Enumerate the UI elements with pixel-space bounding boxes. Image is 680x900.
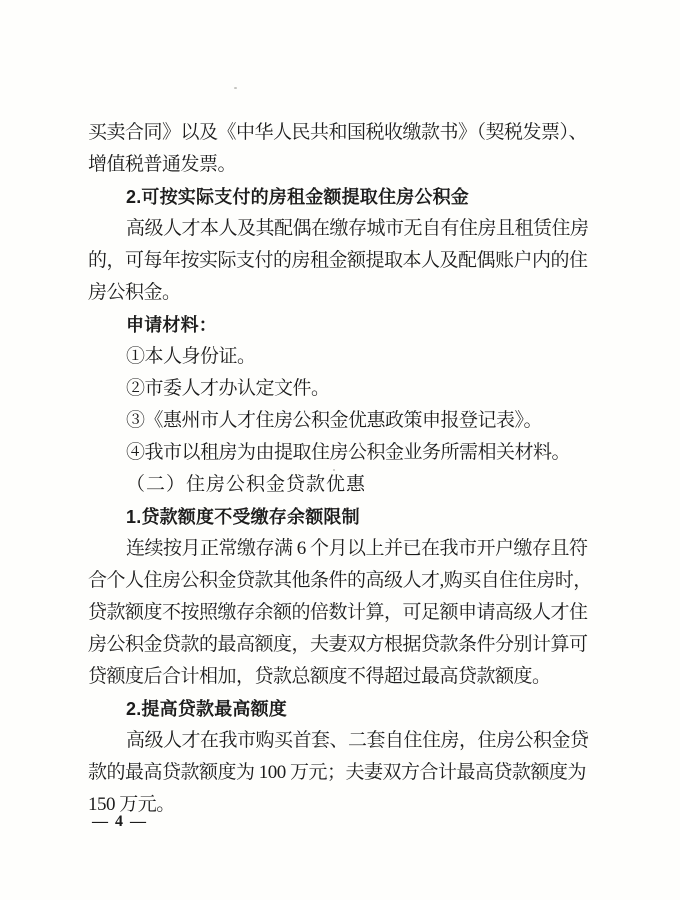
text-line: ③《惠州市人才住房公积金优惠政策申报登记表》。 [126, 410, 543, 431]
scan-artifact-dot [234, 87, 237, 89]
text-line: （二）住房公积金贷款优惠 [126, 474, 367, 495]
text-line: ②市委人才办认定文件。 [126, 378, 330, 399]
text-line: 房公积金。 [88, 282, 181, 303]
document-body [88, 117, 598, 821]
text-line: ④我市以租房为由提取住房公积金业务所需相关材料。 [126, 442, 571, 463]
page-number: — 4 — [92, 813, 148, 830]
text-line: 2.提高贷款最高额度 [126, 699, 288, 719]
text-line: 贷款额度不按照缴存余额的倍数计算，可足额申请高级人才住 [88, 602, 588, 623]
text-line: 申请材料： [126, 315, 217, 335]
text-line: 增值税普通发票。 [88, 154, 237, 175]
text-line: 款的最高贷款额度为 100 万元；夫妻双方合计最高贷款额度为 [88, 762, 587, 783]
text-line: 买卖合同》以及《中华人民共和国税收缴款书》（契税发票）、 [88, 122, 588, 143]
text-line: 连续按月正常缴存满 6 个月以上并已在我市开户缴存且符 [126, 538, 588, 559]
text-line: ①本人身份证。 [126, 346, 256, 367]
text-line: 的，可每年按实际支付的房租金额提取本人及配偶账户内的住 [88, 250, 588, 271]
text-line: 房公积金贷款的最高额度，夫妻双方根据贷款条件分别计算可 [88, 634, 588, 655]
text-line: 贷额度后合计相加，贷款总额度不得超过最高贷款额度。 [88, 666, 551, 687]
text-line: 高级人才在我市购买首套、二套自住住房，住房公积金贷 [126, 730, 589, 751]
text-line: 合个人住房公积金贷款其他条件的高级人才,购买自住住房时， [88, 570, 592, 591]
text-line: 高级人才本人及其配偶在缴存城市无自有住房且租赁住房 [126, 218, 589, 239]
text-line: 1.贷款额度不受缴存余额限制 [126, 507, 360, 527]
text-line: 2.可按实际支付的房租金额提取住房公积金 [126, 187, 470, 207]
text-line: 150 万元。 [88, 794, 175, 815]
